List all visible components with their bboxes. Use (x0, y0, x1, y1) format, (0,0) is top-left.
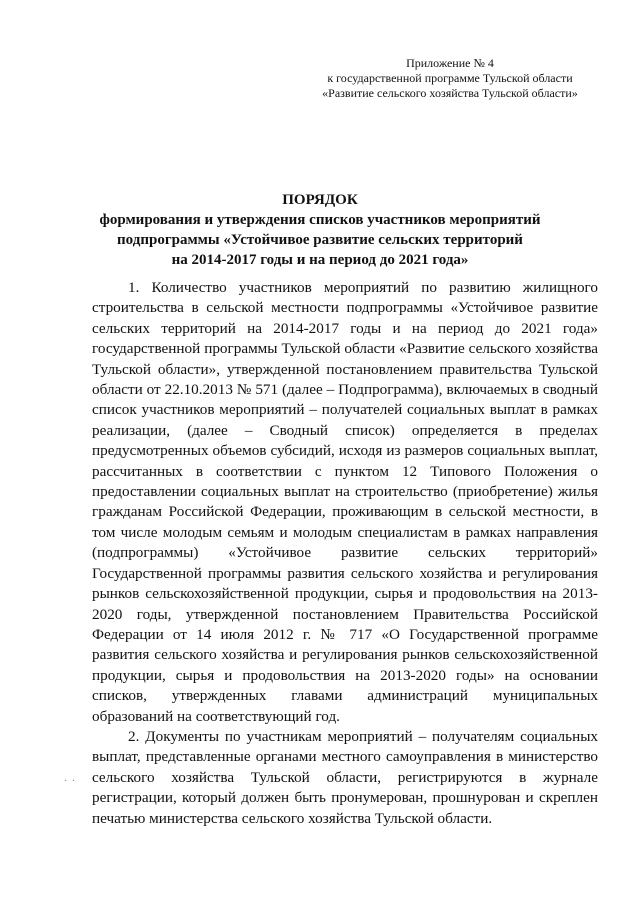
paragraph-2: 2. Документы по участникам мероприятий – получателям социальных выплат, представленные органами местного самоуправления в министерство сельского хозяйства Тульской области, регистрируются в журнале регистрации, который должен быть пронумерован, прошнурован и скреплен печатью министерства сельского хозяйства Тульской области. (92, 727, 598, 827)
title-line-2: формирования и утверждения списков участников мероприятий (99, 212, 541, 228)
appendix-header (300, 56, 600, 101)
margin-dots: · · (64, 776, 77, 787)
title-line-3: подпрограммы «Устойчивое развитие сельских территорий (117, 232, 523, 248)
appendix-program-ref: к государственной программе Тульской области (327, 71, 573, 85)
appendix-program-name: «Развитие сельского хозяйства Тульской области» (322, 86, 578, 100)
title-line-4: на 2014-2017 годы и на период до 2021 года» (171, 252, 469, 268)
document-body (92, 278, 598, 829)
title-heading: ПОРЯДОК (282, 192, 358, 208)
document-title (60, 190, 580, 270)
paragraph-1: 1. Количество участников мероприятий по развитию жилищного строительства в сельской местности подпрограммы «Устойчивое развитие сельских территорий на 2014-2017 годы и на период до 2021 года» государственной программы Тульской области «Развитие сельского хозяйства Тульской области», утвержденной постановлением правительства Тульской области от 22.10.2013 № 571 (далее – Подпрограмма), включаемых в сводный список участников мероприятий – получателей социальных выплат в рамках реализации, (далее – Сводный список) определяется в пределах предусмотренных объемов субсидий, исходя из размеров социальных выплат, рассчитанных в соответствии с пунктом 12 Типового Положения о предоставлении социальных выплат на строительство (приобретение) жилья гражданам Российской Федерации, проживающим в сельской местности, в том числе молодым семьям и молодым специалистам в рамках направления (подпрограммы) «Устойчивое развитие сельских территорий» Государственной программы развития сельского хозяйства и регулирования рынков сельскохозяйственной продукции, сырья и продовольствия на 2013-2020 годы, утвержденной постановлением Правительства Российской Федерации от 14 июля 2012 г. № 717 «О Государственной программе развития сельского хозяйства и регулирования рынков сельскохозяйственной продукции, сырья и продовольствия на 2013-2020 годы» на основании списков, утвержденных главами администраций муниципальных образований на соответствующий год. (92, 279, 598, 725)
appendix-number: Приложение № 4 (406, 56, 494, 70)
